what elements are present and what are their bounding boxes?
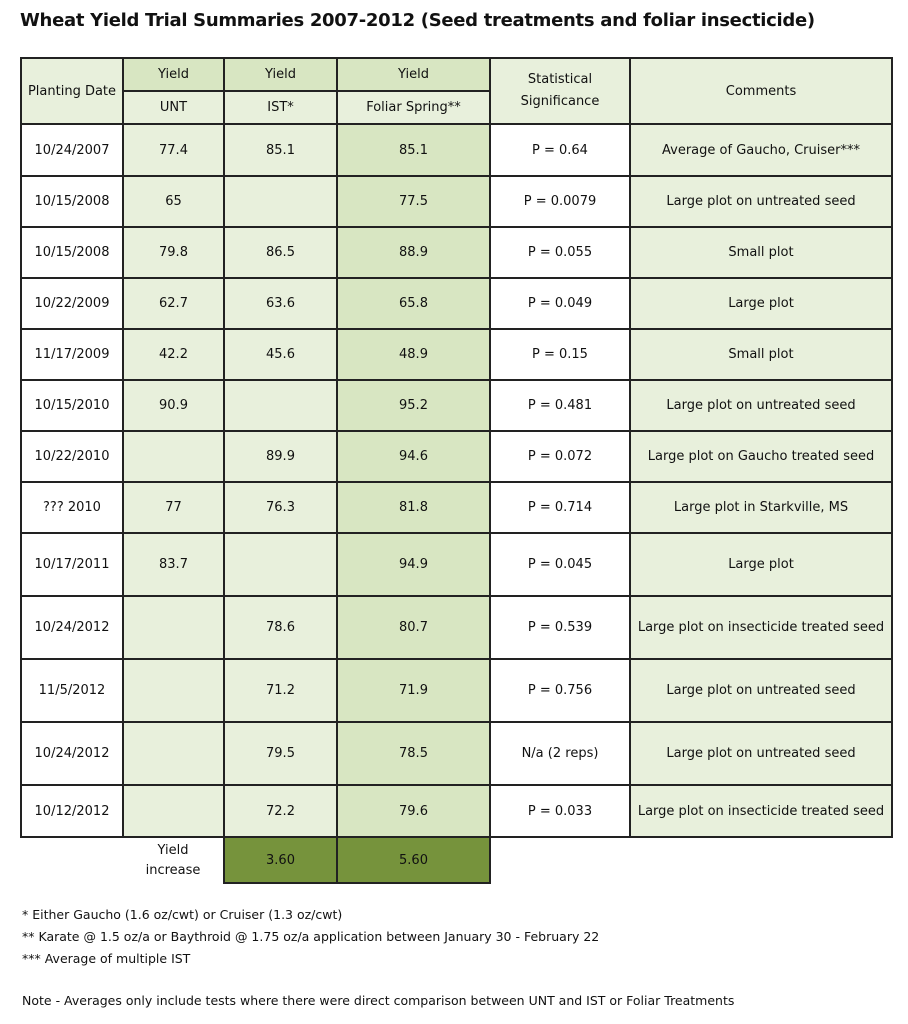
foliar-yield-cell: 71.9 (337, 659, 490, 722)
table-row (21, 380, 892, 431)
unt-yield-cell: 65 (123, 176, 224, 227)
unt-yield-cell: 83.7 (123, 533, 224, 596)
footnote-3: *** Average of multiple IST (22, 951, 191, 966)
foliar-yield-cell: 94.6 (337, 431, 490, 482)
foliar-yield-cell: 85.1 (337, 124, 490, 176)
foliar-yield-cell: 79.6 (337, 785, 490, 837)
unt-yield-cell (123, 431, 224, 482)
ist-yield-cell: 79.5 (224, 722, 337, 785)
comment-cell: Large plot (630, 533, 892, 596)
yield-increase-label (123, 837, 224, 883)
table-row (21, 278, 892, 329)
significance-cell: P = 0.049 (490, 278, 630, 329)
ist-yield-cell: 72.2 (224, 785, 337, 837)
comment-cell: Large plot on untreated seed (630, 176, 892, 227)
comment-cell: Average of Gaucho, Cruiser*** (630, 124, 892, 176)
comment-cell: Large plot on untreated seed (630, 722, 892, 785)
table-row (21, 482, 892, 533)
significance-cell: P = 0.033 (490, 785, 630, 837)
significance-cell: P = 0.072 (490, 431, 630, 482)
foliar-yield-cell: 81.8 (337, 482, 490, 533)
significance-cell: P = 0.055 (490, 227, 630, 278)
comment-cell: Large plot (630, 278, 892, 329)
ist-yield-cell: 89.9 (224, 431, 337, 482)
comment-cell: Large plot in Starkville, MS (630, 482, 892, 533)
comment-cell: Small plot (630, 227, 892, 278)
significance-cell: P = 0.714 (490, 482, 630, 533)
yield-trial-table (20, 57, 893, 884)
unt-yield-cell: 62.7 (123, 278, 224, 329)
planting-date-cell: 10/15/2008 (21, 227, 123, 278)
header-yield-unt: Yield (123, 58, 224, 91)
ist-yield-cell: 71.2 (224, 659, 337, 722)
significance-cell: P = 0.539 (490, 596, 630, 659)
unt-yield-cell: 90.9 (123, 380, 224, 431)
foliar-yield-cell: 94.9 (337, 533, 490, 596)
table-row (21, 722, 892, 785)
unt-yield-cell (123, 785, 224, 837)
planting-date-cell: 11/17/2009 (21, 329, 123, 380)
ist-yield-cell: 86.5 (224, 227, 337, 278)
significance-cell: P = 0.64 (490, 124, 630, 176)
footnote-gap (22, 970, 734, 990)
foliar-yield-cell: 77.5 (337, 176, 490, 227)
table-row (21, 329, 892, 380)
ist-yield-cell: 85.1 (224, 124, 337, 176)
table-row (21, 659, 892, 722)
unt-yield-cell: 42.2 (123, 329, 224, 380)
unt-yield-cell (123, 596, 224, 659)
header-yield-ist: Yield (224, 58, 337, 91)
footnote-2: ** Karate @ 1.5 oz/a or Baythroid @ 1.75 oz/a application between January 30 - February 22 (22, 929, 600, 944)
header-yield-foliar: Yield (337, 58, 490, 91)
planting-date-cell: 10/22/2010 (21, 431, 123, 482)
planting-date-cell: 10/24/2012 (21, 722, 123, 785)
planting-date-cell: 10/12/2012 (21, 785, 123, 837)
foliar-yield-cell: 65.8 (337, 278, 490, 329)
comment-cell: Large plot on untreated seed (630, 380, 892, 431)
planting-date-cell: 10/15/2008 (21, 176, 123, 227)
significance-cell: N/a (2 reps) (490, 722, 630, 785)
planting-date-cell: 10/15/2010 (21, 380, 123, 431)
yield-increase-spacer (21, 837, 123, 883)
ist-yield-cell (224, 176, 337, 227)
foliar-yield-cell: 88.9 (337, 227, 490, 278)
foliar-yield-cell: 78.5 (337, 722, 490, 785)
planting-date-cell: ??? 2010 (21, 482, 123, 533)
comment-cell: Large plot on Gaucho treated seed (630, 431, 892, 482)
comment-cell: Large plot on insecticide treated seed (630, 596, 892, 659)
ist-yield-cell: 78.6 (224, 596, 337, 659)
ist-yield-cell (224, 380, 337, 431)
yield-increase-label-line1: Yield (157, 842, 189, 858)
header-ist: IST* (224, 91, 337, 124)
header-planting-date: Planting Date (21, 58, 123, 124)
yield-increase-ist: 3.60 (224, 837, 337, 883)
table-row (21, 596, 892, 659)
ist-yield-cell: 76.3 (224, 482, 337, 533)
yield-increase-label-line2: increase (145, 862, 201, 878)
unt-yield-cell (123, 722, 224, 785)
footnotes (22, 904, 734, 1012)
table-row (21, 785, 892, 837)
planting-date-cell: 10/24/2007 (21, 124, 123, 176)
header-unt: UNT (123, 91, 224, 124)
unt-yield-cell: 79.8 (123, 227, 224, 278)
foliar-yield-cell: 80.7 (337, 596, 490, 659)
significance-cell: P = 0.756 (490, 659, 630, 722)
ist-yield-cell: 63.6 (224, 278, 337, 329)
table-row (21, 227, 892, 278)
unt-yield-cell (123, 659, 224, 722)
table-row (21, 176, 892, 227)
table-row (21, 431, 892, 482)
ist-yield-cell (224, 533, 337, 596)
planting-date-cell: 10/17/2011 (21, 533, 123, 596)
ist-yield-cell: 45.6 (224, 329, 337, 380)
table-body (21, 124, 892, 837)
header-statistical-significance: Statistical Significance (490, 58, 630, 124)
footnote-1: * Either Gaucho (1.6 oz/cwt) or Cruiser (1.3 oz/cwt) (22, 907, 343, 922)
planting-date-cell: 11/5/2012 (21, 659, 123, 722)
significance-cell: P = 0.045 (490, 533, 630, 596)
header-comments: Comments (630, 58, 892, 124)
table-row (21, 124, 892, 176)
comment-cell: Small plot (630, 329, 892, 380)
foliar-yield-cell: 48.9 (337, 329, 490, 380)
footnote-note: Note - Averages only include tests where there were direct comparison between UNT and IST or Foliar Treatments (22, 993, 735, 1008)
planting-date-cell: 10/24/2012 (21, 596, 123, 659)
significance-cell: P = 0.0079 (490, 176, 630, 227)
header-foliar-spring: Foliar Spring** (337, 91, 490, 124)
unt-yield-cell: 77.4 (123, 124, 224, 176)
yield-increase-spacer-right (490, 837, 630, 883)
yield-increase-foliar: 5.60 (337, 837, 490, 883)
comment-cell: Large plot on insecticide treated seed (630, 785, 892, 837)
significance-cell: P = 0.481 (490, 380, 630, 431)
comment-cell: Large plot on untreated seed (630, 659, 892, 722)
page-title: Wheat Yield Trial Summaries 2007-2012 (Seed treatments and foliar insecticide) (20, 10, 815, 31)
unt-yield-cell: 77 (123, 482, 224, 533)
planting-date-cell: 10/22/2009 (21, 278, 123, 329)
significance-cell: P = 0.15 (490, 329, 630, 380)
table-row (21, 533, 892, 596)
foliar-yield-cell: 95.2 (337, 380, 490, 431)
yield-increase-spacer-right2 (630, 837, 892, 883)
